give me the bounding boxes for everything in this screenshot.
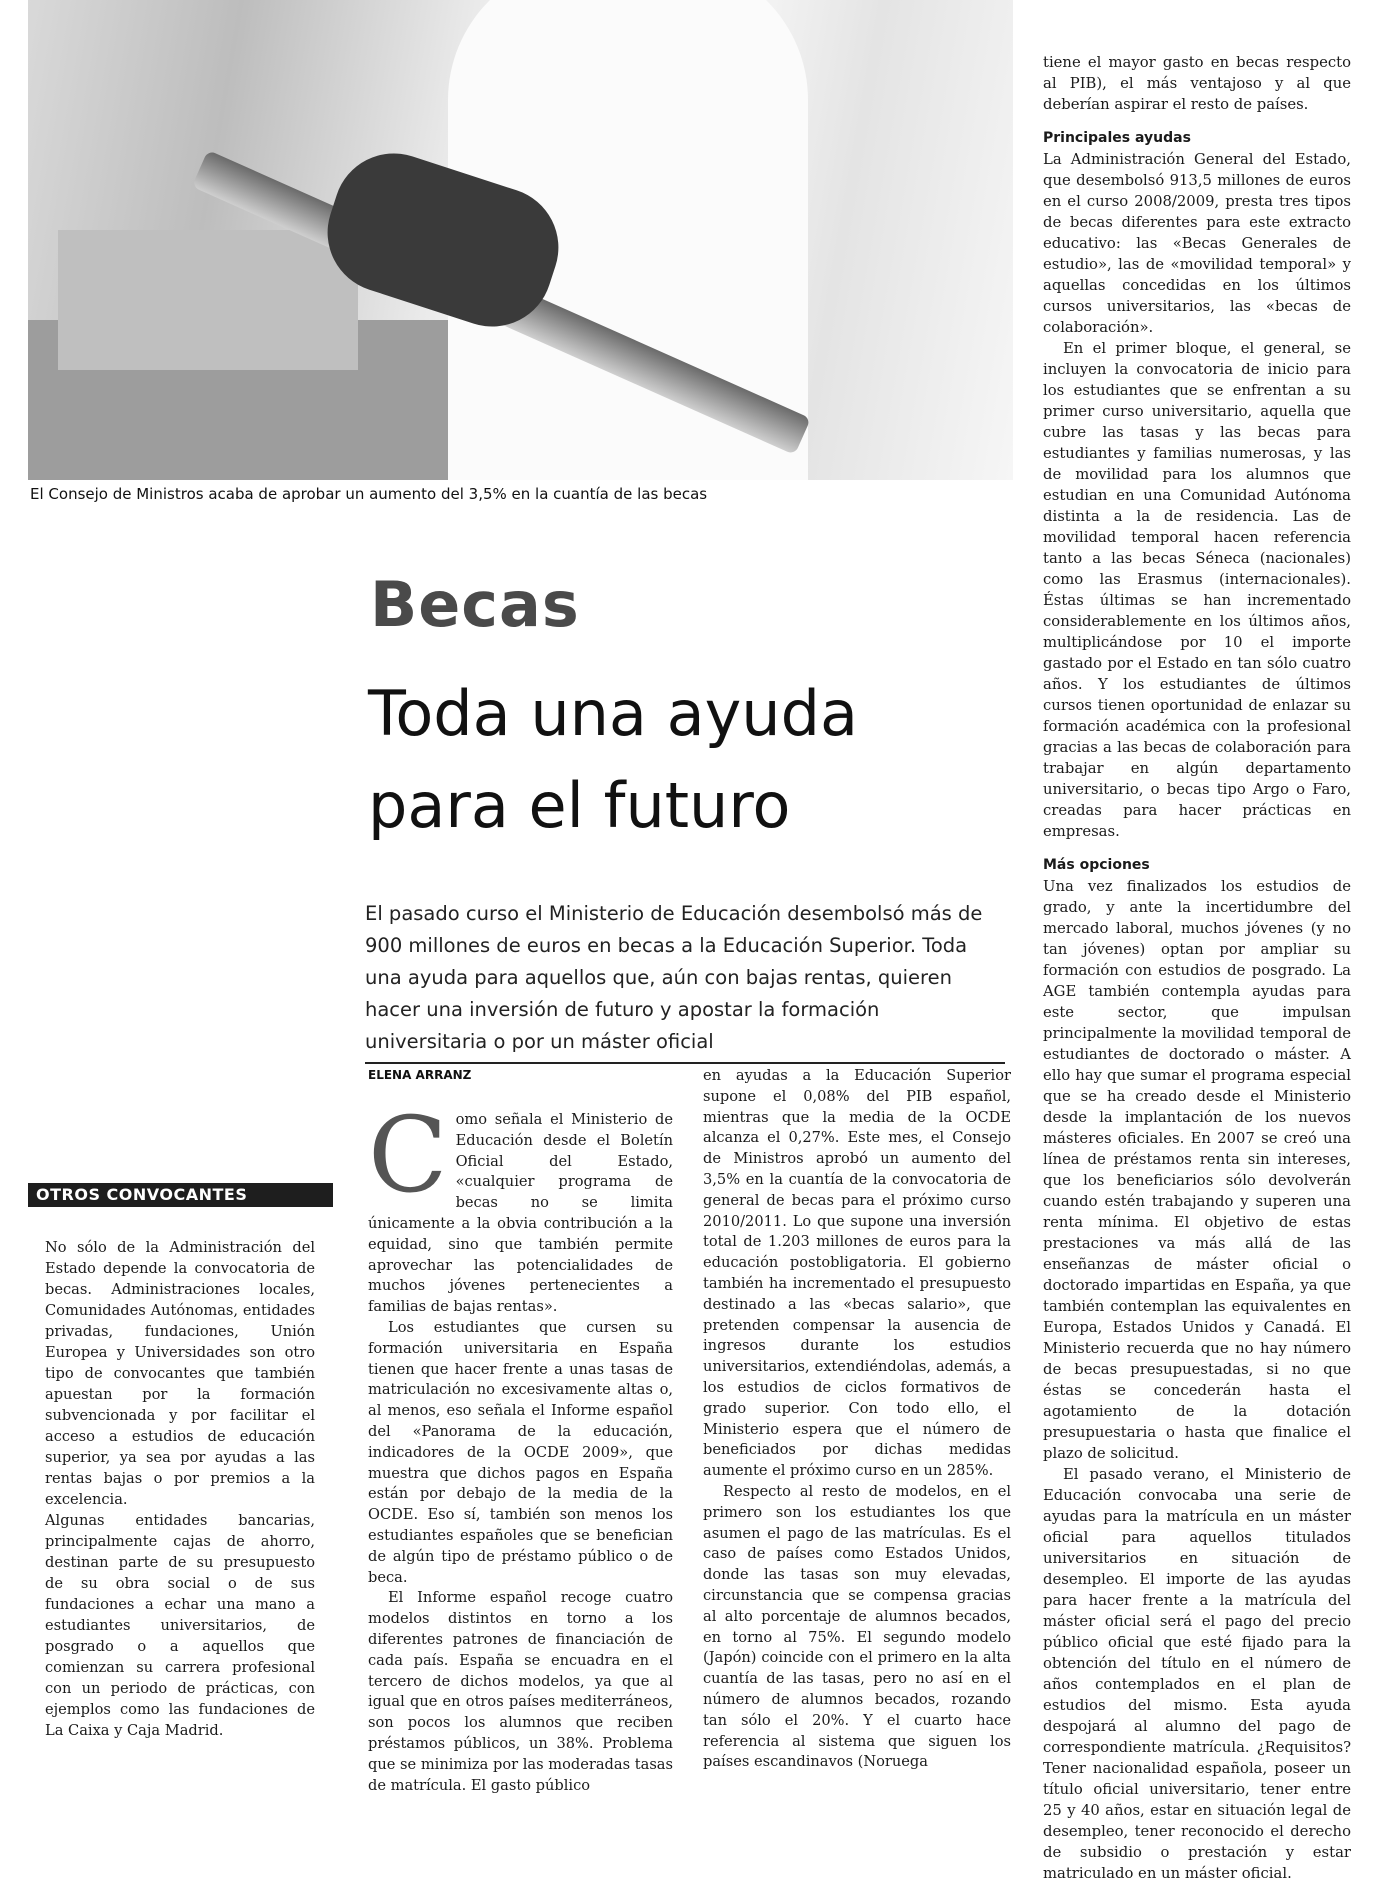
body-paragraph: Respecto al resto de modelos, en el primero son los estudiantes los que asumen el pago de las matrículas. Es el caso de países como Estados Unidos, donde las tasas son muy elevadas, circunstancia que se compensa gracias al alto porcentaje de alumnos becados, en torno al 75%. El segundo modelo (Japón) coincide con el primero en la alta cuantía de las tasas, pero no así en el número de alumnos becados, rozando tan sólo el 20%. Y el cuarto hace referencia al sistema que siguen los países escandinavos (Noruega	[703, 1482, 1011, 1771]
body-paragraph: La Administración General del Estado, que desembolsó 913,5 millones de euros en el curso 2008/2009, presta tres tipos de becas diferentes para este extracto educativo: las «Becas Generales de estudio», las de «movilidad temporal» y aquellas concedidas en los últimos cursos universitarios, las «becas de colaboración».	[1043, 151, 1351, 336]
body-paragraph: en ayudas a la Educación Superior supone el 0,08% del PIB español, mientras que la media de la OCDE alcanza el 0,27%. Este mes, el Consejo de Ministros aprobó un aumento del 3,5% en la cuantía de la convocatoria de general de becas para el próximo curso 2010/2011. Lo que supone una inversión total de 1.203 millones de euros para la educación postobligatoria. El gobierno también ha incrementado el presupuesto destinado a las «becas salario», que pretenden compensar la ausencia de ingresos durante los estudios universitarios, extendiéndolas, además, a los estudios de ciclos formativos de grado superior. Con todo ello, el Ministerio espera que el número de beneficiados por dichas medidas aumente el próximo curso en un 285%.	[703, 1067, 1011, 1480]
article-photo	[28, 0, 1013, 480]
body-paragraph: Como señala el Ministerio de Educación desde el Boletín Oficial del Estado, «cualquier programa de becas no se limita únicamente a la obvia contribución a la equidad, sino que también permite aprovechar las potencialidades de muchos jóvenes pertenecientes a familias de bajas rentas».	[368, 1094, 673, 1316]
sidebar-paragraph: No sólo de la Administración del Estado depende la convocatoria de becas. Administraciones locales, Comunidades Autónomas, entidades privadas, fundaciones, Unión Europea y Universidades son otro tipo de convocantes que también apuestan por la formación subvencionada y por facilitar el acceso a estudios de educación superior, ya sea por ayudas a las rentas bajas o por premios a la excelencia.	[45, 1239, 315, 1508]
body-paragraph: El pasado verano, el Ministerio de Educación convocaba una serie de ayudas para la matrícula en un máster oficial para aquellos titulados universitarios en situación de desempleo. El importe de las ayudas para hacer frente a la matrícula del máster oficial será el pago del precio público oficial que esté fijado para la obtención del título en el número de años contemplados en el plan de estudios del mismo. Esta ayuda despojará al alumno del pago de correspondiente matrícula. ¿Requisitos? Tener nacionalidad española, poseer un título oficial universitario, tener entre 25 y 40 años, estar en situación legal de desempleo, tener reconocido el derecho de subsidio o prestación y estar matriculado en un máster oficial.	[1043, 1466, 1351, 1882]
section-heading: Más opciones	[1043, 857, 1150, 873]
body-paragraph: Una vez finalizados los estudios de grado, y ante la incertidumbre del mercado laboral, muchos jóvenes (y no tan jóvenes) optan por ampliar su formación con estudios de posgrado. La AGE también contempla ayudas para este sector, que impulsan principalmente la movilidad temporal de estudiantes de doctorado o máster. A ello hay que sumar el programa especial que se ha creado desde el Ministerio desde la implantación de los nuevos másteres oficiales. En 2007 se creó una línea de préstamos renta sin intereses, que los beneficiarios sólo devolverán cuando estén trabajando y superen una renta mínima. El objetivo de estas prestaciones va más allá de las enseñanzas de máster oficial o doctorado impartidas en España, ya que también contemplan las equivalentes en Europa, Estados Unidos y Canadá. El Ministerio recuerda que no hay número de becas presupuestadas, si no que éstas se concederán hasta el agotamiento de la dotación presupuestaria o hasta que finalice el plazo de solicitud.	[1043, 878, 1351, 1462]
body-paragraph: En el primer bloque, el general, se incluyen la convocatoria de inicio para los estudiantes que se enfrentan a su primer curso universitario, aquella que cubre las tasas y las becas para estudiantes y familias numerosas, y las de movilidad para los alumnos que estudian en una Comunidad Autónoma distinta a la de residencia. Las de movilidad temporal hacen referencia tanto a las becas Séneca (nacionales) como las Erasmus (internacionales). Éstas últimas se han incrementado considerablemente en los últimos años, multiplicándose por 10 el importe gastado por el Estado en tan sólo cuatro años. Y los estudiantes de últimos cursos tienen oportunidad de enlazar su formación académica con la profesional gracias a las becas de colaboración para trabajar en algún departamento universitario, o becas tipo Argo o Faro, creadas para hacer prácticas en empresas.	[1043, 340, 1351, 840]
sidebar-title: OTROS CONVOCANTES	[28, 1183, 333, 1207]
article-deck: El pasado curso el Ministerio de Educación desembolsó más de 900 millones de euros en becas a la Educación Superior. Toda una ayuda para aquellos que, aún con bajas rentas, quieren hacer una inversión de futuro y apostar la formación universitaria o por un máster oficial	[365, 898, 1005, 1064]
drop-cap: C	[368, 1094, 448, 1216]
article-column-3	[1043, 52, 1351, 1884]
body-paragraph: Los estudiantes que cursen su formación universitaria en España tienen que hacer frente a unas tasas de matriculación no excesivamente altas o, al menos, eso señala el Informe español del «Panorama de la educación, indicadores de la OCDE 2009», que muestra que dichos pagos en España están por debajo de la media de la OCDE. Eso sí, también son menos los estudiantes españoles que se benefician de algún tipo de préstamo público o de beca.	[368, 1318, 673, 1586]
article-kicker: Becas	[370, 568, 580, 641]
article-column-2	[703, 1066, 1011, 1773]
body-paragraph: El Informe español recoge cuatro modelos distintos en torno a los diferentes patrones de financiación de cada país. España se encuadra en el tercero de dichos modelos, ya que al igual que en otros países mediterráneos, son pocos los alumnos que reciben préstamos públicos, un 38%. Problema que se minimiza por las moderadas tasas de matrícula. El gasto público	[368, 1589, 673, 1794]
sidebar-paragraph: Algunas entidades bancarias, principalmente cajas de ahorro, destinan parte de su presupuesto de su obra social o de sus fundaciones a echar una mano a estudiantes universitarios, de posgrado o a aquellos que comienzan su carrera profesional con un periodo de prácticas, con ejemplos como las fundaciones de La Caixa y Caja Madrid.	[45, 1512, 315, 1739]
photo-caption: El Consejo de Ministros acaba de aprobar un aumento del 3,5% en la cuantía de las becas	[30, 485, 708, 503]
section-heading: Principales ayudas	[1043, 130, 1191, 146]
article-headline: Toda una ayuda para el futuro	[368, 677, 858, 842]
sidebar-body	[45, 1237, 315, 1741]
article-column-1	[368, 1094, 673, 1796]
body-paragraph: tiene el mayor gasto en becas respecto al PIB), el más ventajoso y al que deberían aspirar el resto de países.	[1043, 54, 1351, 113]
article-byline: ELENA ARRANZ	[368, 1068, 472, 1082]
photo-background-shape	[58, 230, 358, 370]
